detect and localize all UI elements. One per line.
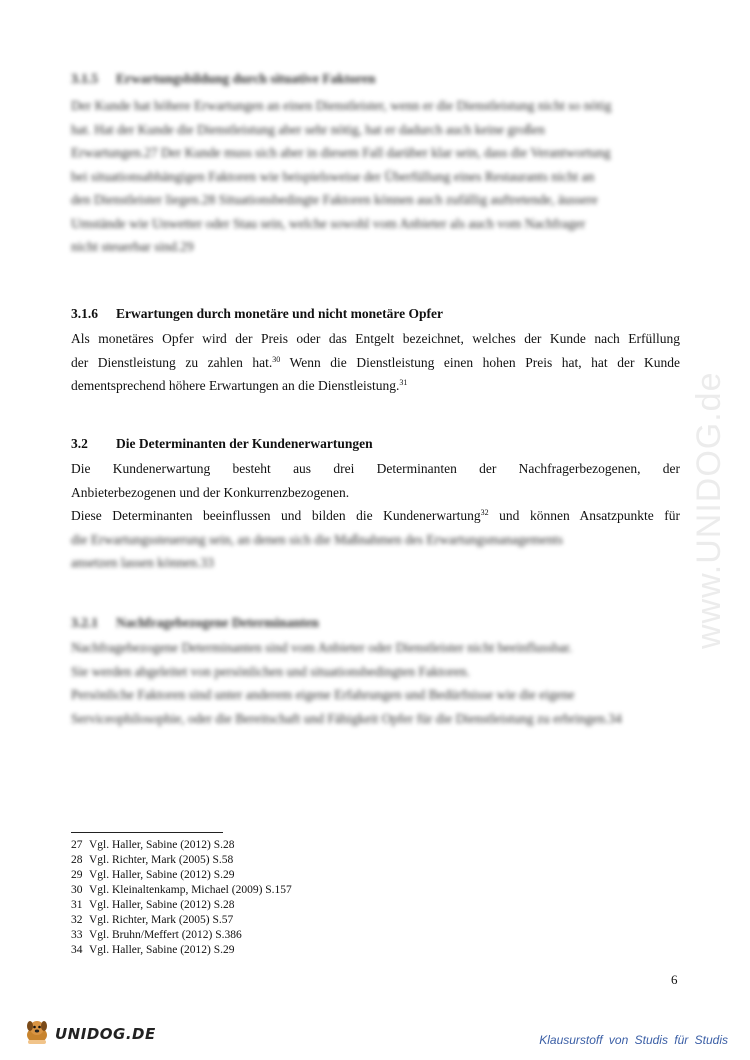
- text-line: Anbieterbezogenen und der Konkurrenzbezogenen.: [71, 484, 350, 500]
- footnote: 34 Vgl. Haller, Sabine (2012) S.29: [71, 944, 235, 956]
- text-line: dementsprechend höhere Erwartungen an die Dienstleistung.$^{31}$: [71, 378, 408, 393]
- section-3-2-1: [71, 614, 680, 730]
- logo-text: UNIDOG.DE: [55, 1024, 156, 1043]
- section-title: Erwartungsbildung durch situative Faktoren: [116, 71, 376, 86]
- footnote: 28 Vgl. Richter, Mark (2005) S.58: [71, 854, 234, 866]
- footnote: 30 Vgl. Kleinaltenkamp, Michael (2009) S.157: [71, 884, 292, 896]
- footnote: 29 Vgl. Haller, Sabine (2012) S.29: [71, 869, 235, 881]
- section-number: 3.2: [71, 436, 88, 451]
- text-line: der Dienstleistung zu zahlen hat.$^{30}$ Wenn die Dienstleistung einen hohen Preis hat, hat der Kunde: [71, 354, 680, 370]
- section-title: Nachfragebezogene Determinanten: [116, 615, 319, 630]
- section-number: 3.1.5: [71, 71, 98, 86]
- text-line: hat. Hat der Kunde die Dienstleistung aber sehr nötig, hat er dadurch auch keine großen: [71, 121, 545, 137]
- unidog-logo[interactable]: [22, 1017, 156, 1050]
- section-heading: [71, 70, 680, 88]
- footer-tagline: Klausurstoff von Studis für Studis: [539, 1033, 728, 1047]
- section-title: Die Determinanten der Kundenerwartungen: [116, 436, 373, 451]
- footnote: 31 Vgl. Haller, Sabine (2012) S.28: [71, 899, 235, 911]
- section-3-2: [71, 435, 680, 575]
- text-line: bei situationsabhängigen Faktoren wie beispielsweise der Überfüllung eines Restaurants nicht an: [71, 168, 595, 184]
- text-line: Der Kunde hat höhere Erwartungen an einen Dienstleister, wenn er die Dienstleistung nicht so nötig: [71, 98, 612, 113]
- section-number: 3.1.6: [71, 306, 98, 321]
- section-heading: [71, 614, 680, 632]
- footnote-ref[interactable]: 31: [399, 378, 408, 387]
- blurred-text: [71, 528, 680, 575]
- text-line: Umstände wie Unwetter oder Stau sein, welche sowohl vom Anbieter als auch vom Nachfrager: [71, 215, 586, 231]
- section-body: [71, 94, 680, 259]
- text-line: nicht steuerbar sind.29: [71, 239, 194, 254]
- footnote: 33 Vgl. Bruhn/Meffert (2012) S.386: [71, 929, 242, 941]
- section-number: 3.2.1: [71, 615, 98, 630]
- footnote: 32 Vgl. Richter, Mark (2005) S.57: [71, 914, 234, 926]
- text-line: ansetzen lassen können.33: [71, 555, 214, 570]
- text-line: Erwartungen.27 Der Kunde muss sich aber in diesem Fall darüber klar sein, dass die Verantwortung: [71, 145, 611, 160]
- text-line: Nachfragebezogene Determinanten sind vom Anbieter oder Dienstleister nicht beeinflussbar.: [71, 640, 573, 655]
- footnote-divider: [71, 832, 223, 833]
- footnote: 27 Vgl. Haller, Sabine (2012) S.28: [71, 839, 235, 851]
- footnotes: [71, 838, 292, 958]
- text-line: Diese Determinanten beeinflussen und bilden die Kundenerwartung$^{32}$ und können Ansatzpunkte für: [71, 508, 680, 523]
- section-heading: [71, 305, 680, 323]
- text-line: den Dienstleister liegen.28 Situationsbedingte Faktoren können auch zufällig auftretende, äussere: [71, 192, 598, 207]
- text-line: Als monetäres Opfer wird der Preis oder das Entgelt bezeichnet, welches der Kunde nach Erfüllung: [71, 331, 680, 346]
- watermark: www.UNIDOG.de: [690, 371, 728, 649]
- dog-icon: [22, 1017, 52, 1050]
- page-number: 6: [671, 972, 678, 987]
- footnote-ref[interactable]: 30: [272, 354, 281, 364]
- text-line: die Erwartungssteuerung sein, an denen sich die Maßnahmen des Erwartungsmanagements: [71, 531, 563, 547]
- text-line: Persönliche Faktoren sind unter anderem eigene Erfahrungen und Bedürfnisse wie die eigene: [71, 687, 575, 702]
- text-line: Sie werden abgeleitet von persönlichen und situationsbedingten Faktoren.: [71, 663, 470, 679]
- section-3-1-5: [71, 70, 680, 259]
- footnote-ref[interactable]: 32: [480, 508, 489, 517]
- section-heading: [71, 435, 680, 453]
- section-body: [71, 327, 680, 398]
- section-body: [71, 457, 680, 575]
- text-line: Die Kundenerwartung besteht aus drei Determinanten der Nachfragerbezogenen, der: [71, 461, 680, 476]
- text-line: Serviceophilosophie, oder die Bereitschaft und Fähigkeit Opfer für die Dienstleistung zu erbringen.34: [71, 710, 622, 726]
- section-3-1-6: [71, 305, 680, 398]
- section-title: Erwartungen durch monetäre und nicht monetäre Opfer: [116, 306, 443, 321]
- section-body: [71, 636, 680, 730]
